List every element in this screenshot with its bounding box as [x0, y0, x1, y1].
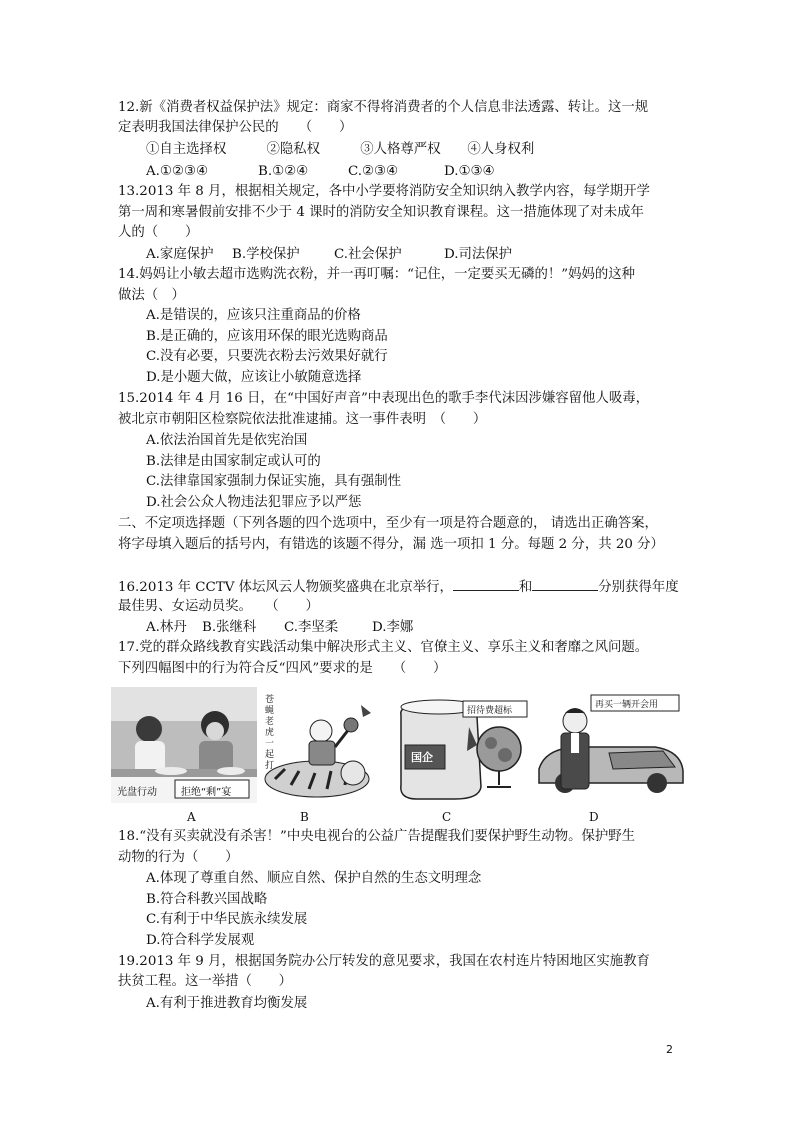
q17-picture-strip: [111, 687, 685, 803]
q16-option-c: C.李坚柔: [284, 620, 339, 635]
q13-option-b: B.学校保护: [232, 247, 300, 262]
q13-stem-line1: 13.2013 年 8 月，根据相关规定，各中小学要将消防安全知识纳入教学内容，每学期开学: [118, 184, 650, 199]
q14-option-d: D.是小题大做，应该让小敏随意选择: [146, 370, 362, 385]
overflowing-jar-cartoon: [395, 687, 535, 803]
section2-heading-line2: 将字母填入题后的括号内，有错选的该题不得分，漏 选一项扣 1 分。每题 2 分，共 20 分）: [118, 537, 664, 552]
q12-option-d: D.①③④: [444, 164, 495, 179]
picture-b-caption: 苍蝇老虎一起打: [265, 695, 275, 771]
q18-stem-line1: 18.“没有买卖就没有杀害！”中央电视台的公益广告提醒我们要保护野生动物。保护野生: [118, 829, 636, 844]
q14-stem-line1: 14.妈妈让小敏去超市选购洗衣粉，并一再叮嘱：“记住，一定要买无磷的！”妈妈的这种: [118, 267, 636, 282]
q13-stem-line2: 第一周和寒暑假前安排不少于 4 课时的消防安全知识教育课程。这一措施体现了对未成年: [118, 205, 644, 220]
q19-option-a: A.有利于推进教育均衡发展: [146, 996, 308, 1011]
q16-stem-part2: 和: [518, 580, 533, 595]
q17-stem-line2: 下列四幅图中的行为符合反“四风”要求的是 （ ）: [118, 661, 447, 676]
q12-option-b: B.①②④: [258, 164, 309, 179]
section2-heading-line1: 二、不定项选择题（下列各题的四个选项中，至少有一项是符合题意的， 请选出正确答案，: [118, 516, 658, 531]
picture-c-jar-label: 国企: [411, 751, 433, 764]
q18-option-d: D.符合科学发展观: [146, 933, 255, 948]
q19-stem-line1: 19.2013 年 9 月，根据国务院办公厅转发的意见要求，我国在农村连片特困地区实施教育: [118, 954, 650, 969]
q16-stem-part1: 16.2013 年 CCTV 体坛风云人物颁奖盛典在北京举行，: [118, 580, 453, 595]
q12-options: [146, 162, 495, 182]
q16-blank-1[interactable]: [453, 576, 519, 591]
q13-options: [146, 245, 512, 265]
q14-stem-line2: 做法（ ）: [118, 288, 185, 303]
q12-stem-line2: 定表明我国法律保护公民的 （ ）: [118, 120, 353, 135]
q16-option-d: D.李娜: [372, 620, 414, 635]
picture-a-caption-1: 光盘行动: [117, 787, 157, 798]
q15-option-d: D.社会公众人物违法犯罪应予以严惩: [146, 495, 362, 510]
q16-options: [146, 618, 413, 638]
page-number: 2: [666, 1043, 673, 1056]
picture-a-caption-2: 拒绝“剩”宴: [181, 787, 232, 798]
q16-stem-line2: 最佳男、女运动员奖。 （ ）: [118, 599, 319, 614]
q17-picture-b: [257, 687, 395, 803]
q15-stem-line1: 15.2014 年 4 月 16 日，在“中国好声音”中表现出色的歌手李代沫因涉嫌容留他人吸毒，: [118, 391, 650, 406]
q12-items: ①自主选择权 ②隐私权 ③人格尊严权 ④人身权利: [146, 142, 535, 157]
picture-d-caption: 再买一辆开会用: [595, 700, 659, 710]
q14-option-a: A.是错误的，应该只注重商品的价格: [146, 308, 361, 323]
q16-blank-2[interactable]: [532, 576, 598, 591]
q18-option-b: B.符合科教兴国战略: [146, 892, 268, 907]
tiger-and-fly-cartoon: [257, 687, 395, 803]
q12-option-a: A.①②③④: [146, 164, 208, 179]
q13-stem-line3: 人的（ ）: [118, 225, 199, 240]
q18-stem-line2: 动物的行为（ ）: [118, 850, 239, 865]
q13-option-a: A.家庭保护: [146, 247, 214, 262]
q12-stem-line1: 12.新《消费者权益保护法》规定：商家不得将消费者的个人信息非法透露、转让。这一规: [118, 100, 649, 115]
q17-picture-d: [535, 687, 685, 803]
q15-option-a: A.依法治国首先是依宪治国: [146, 433, 308, 448]
q16-option-a: A.林丹: [146, 620, 187, 635]
q13-option-c: C.社会保护: [334, 247, 402, 262]
q16-stem-line1: [118, 576, 679, 598]
q19-stem-line2: 扶贫工程。这一举措（ ）: [118, 974, 293, 989]
picture-b-label: B: [300, 810, 309, 824]
q18-option-c: C.有利于中华民族永续发展: [146, 912, 308, 927]
picture-c-tag: 招待费超标: [467, 706, 513, 716]
q17-picture-a: [111, 687, 257, 803]
q17-stem-line1: 17.党的群众路线教育实践活动集中解决形式主义、官僚主义、享乐主义和奢靡之风问题。: [118, 640, 649, 655]
q16-stem-part3: 分别获得年度: [598, 580, 679, 595]
picture-d-label: D: [589, 810, 599, 824]
picture-a-label: A: [187, 810, 196, 824]
q12-option-c: C.②③④: [348, 164, 399, 179]
q14-option-b: B.是正确的，应该用环保的眼光选购商品: [146, 329, 388, 344]
q18-option-a: A.体现了尊重自然、顺应自然、保护自然的生态文明理念: [146, 871, 482, 886]
q17-picture-c: [395, 687, 535, 803]
q14-option-c: C.没有必要，只要洗衣粉去污效果好就行: [146, 349, 388, 364]
q15-stem-line2: 被北京市朝阳区检察院依法批准逮捕。这一事件表明 （ ）: [118, 412, 487, 427]
q16-option-b: B.张继科: [202, 620, 257, 635]
q15-option-c: C.法律靠国家强制力保证实施，具有强制性: [146, 474, 402, 489]
q15-option-b: B.法律是由国家制定或认可的: [146, 454, 321, 469]
picture-c-label: C: [442, 810, 452, 824]
q13-option-d: D.司法保护: [444, 247, 513, 262]
